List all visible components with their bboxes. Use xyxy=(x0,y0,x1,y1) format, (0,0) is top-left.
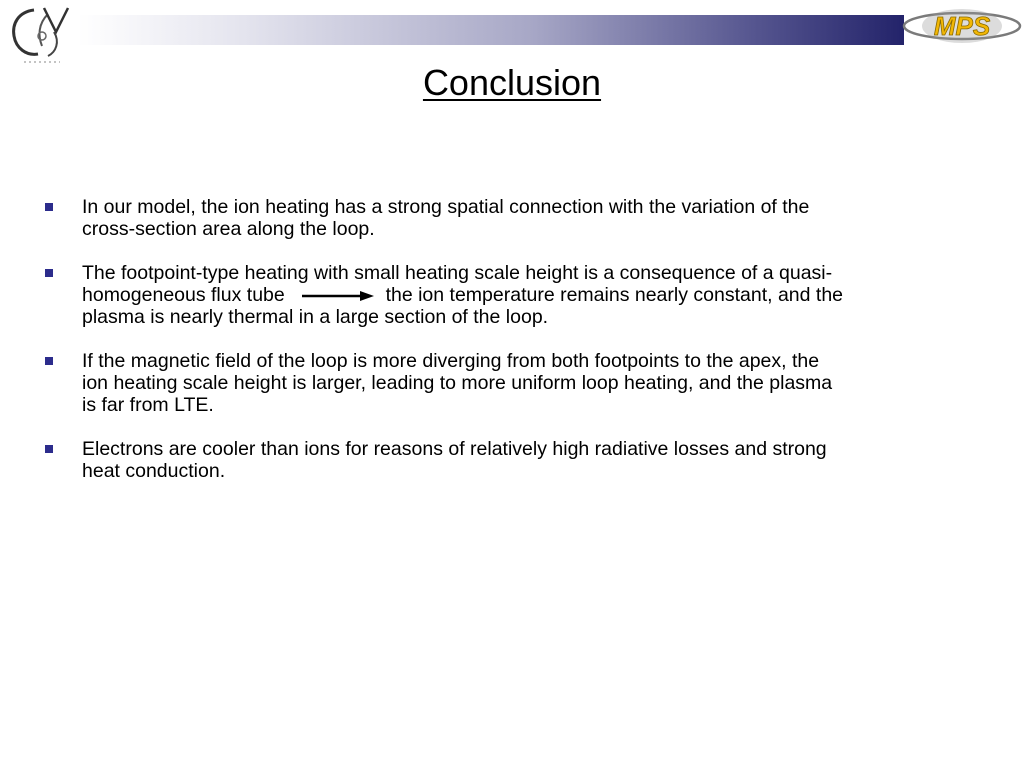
header-band xyxy=(78,15,904,45)
page-title: Conclusion xyxy=(422,62,602,103)
bullet-marker-icon xyxy=(45,203,53,211)
bullet-text-line: heat conduction. xyxy=(82,460,226,482)
bullet-text-line: In our model, the ion heating has a strong spatial connection with the variation of the xyxy=(82,196,810,218)
bullet-text-line: If the magnetic field of the loop is more diverging from both footpoints to the apex, the xyxy=(82,350,820,372)
bullet-text-line: is far from LTE. xyxy=(82,394,214,416)
bullet-text-line: plasma is nearly thermal in a large section of the loop. xyxy=(82,306,549,328)
bullet-text-line: cross-section area along the loop. xyxy=(82,218,375,240)
bullet-marker-icon xyxy=(45,357,53,365)
arrow-right-icon xyxy=(302,290,374,302)
list-item xyxy=(40,262,970,328)
university-seal-icon xyxy=(4,2,78,68)
list-item xyxy=(40,350,970,416)
bullet-text-segment: the ion temperature remains nearly constant, and the xyxy=(385,284,844,306)
bullet-text-line: Electrons are cooler than ions for reasons of relatively high radiative losses and strong xyxy=(82,438,827,460)
bullet-text-line: ion heating scale height is larger, leading to more uniform loop heating, and the plasma xyxy=(82,372,833,394)
bullet-marker-icon xyxy=(45,269,53,277)
bullet-marker-icon xyxy=(45,445,53,453)
bullet-text-segment: homogeneous flux tube xyxy=(82,284,285,306)
mps-logo-icon xyxy=(902,4,1022,46)
bullet-list xyxy=(40,196,970,504)
list-item xyxy=(40,196,970,240)
bullet-text-line: The footpoint-type heating with small heating scale height is a consequence of a quasi- xyxy=(82,262,833,284)
mps-logo-text: MPS xyxy=(933,11,991,41)
bullet-text-line-with-arrow xyxy=(82,284,970,306)
list-item xyxy=(40,438,970,482)
